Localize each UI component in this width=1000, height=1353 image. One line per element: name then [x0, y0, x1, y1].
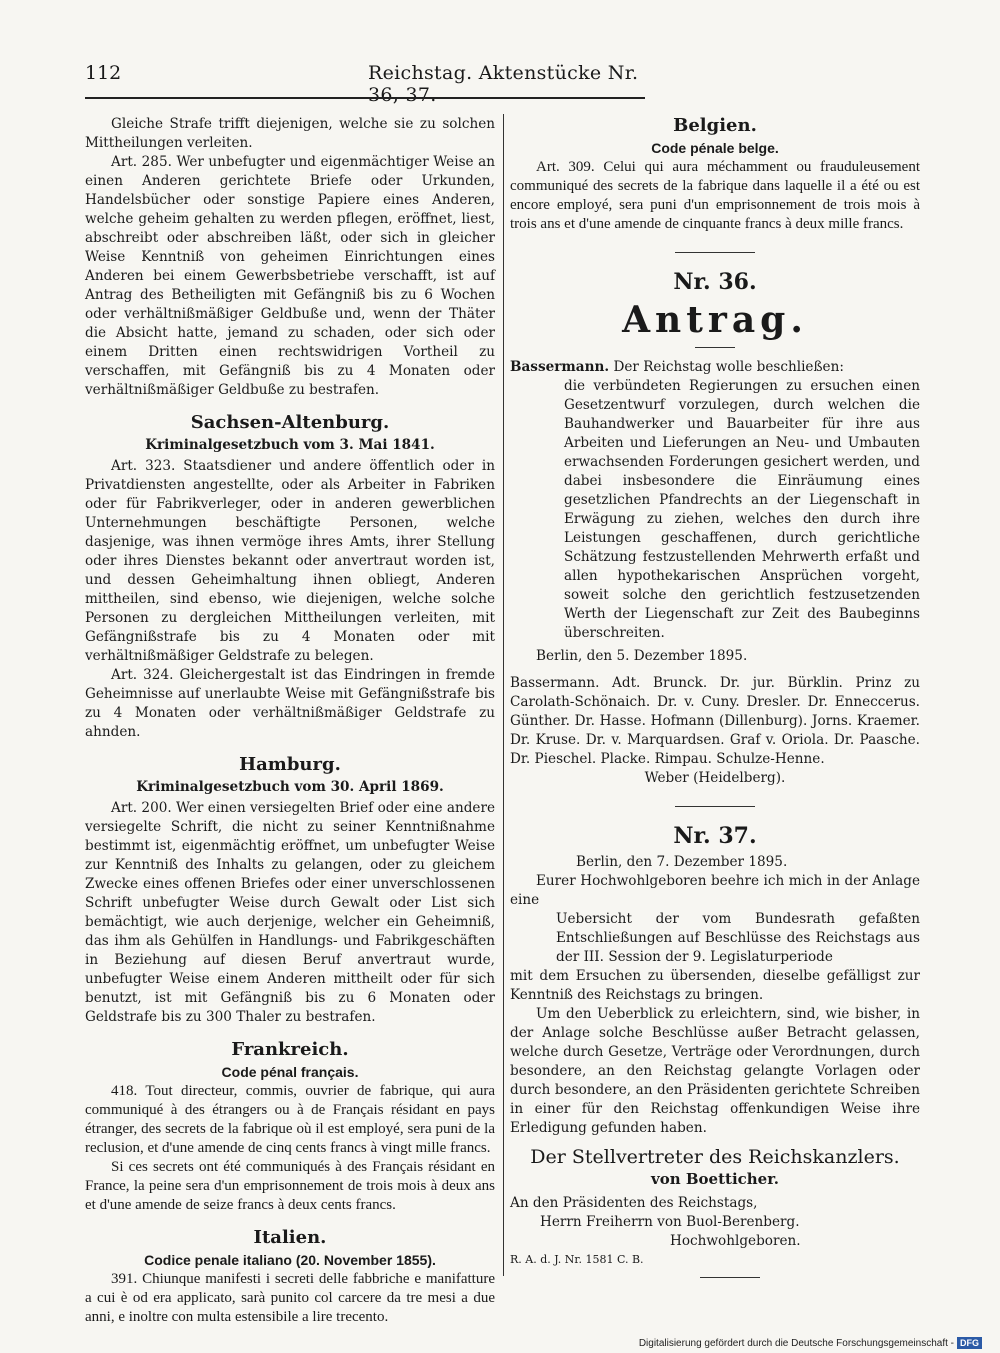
right-column	[510, 115, 920, 1278]
section-subheading: Code pénale belge.	[651, 140, 779, 156]
page-header	[85, 62, 645, 106]
motion-lead	[510, 358, 920, 377]
motion-author: Bassermann.	[510, 359, 610, 375]
motion-title: Antrag.	[622, 299, 808, 341]
address-line: Hochwohlgeboren.	[670, 1233, 801, 1249]
paragraph: Art. 323. Staatsdiener und andere öffentlich oder in Privatdiensten angestellte, oder als Arbeiter in Fabriken oder für Fabrikverleger, oder in anderen gewerblichen Unternehmungen beschäftigte Personen, welche dasjenige, was ihnen vermöge ihres Amts, ihrer Stellung oder ihres Dienstes bekannt oder anvertraut worden ist, und dessen Geheimhaltung ihnen obliegt, Anderen mittheilen, sind ebenso, wie diejenigen, welche solche Personen zu dergleichen Mittheilungen verleiten, mit Gefängnißstrafe bis zu 4 Monaten oder mit verhältnißmäßiger Geldstrafe zu belegen.	[85, 458, 495, 664]
motion-lead-text: Der Reichstag wolle beschließen:	[613, 359, 844, 375]
address-line: Herrn Freiherrn von Buol-Berenberg.	[540, 1214, 800, 1230]
letter-date: Berlin, den 7. Dezember 1895.	[576, 854, 788, 870]
paragraph: Art. 309. Celui qui aura méchamment ou frauduleusement communiqué des secrets de la fabrique dans laquelle il a été ou est encore employé, sera puni d'un emprisonnement de trois mois à trois ans et d'une amende de cinquante francs à deux mille francs.	[510, 159, 920, 232]
dfg-logo: DFG	[957, 1337, 982, 1349]
paragraph: Art. 200. Wer einen versiegelten Brief oder eine andere versiegelte Schrift, die nicht zu seiner Kenntnißnahme bestimmt ist, eigenmächtig eröffnet, um unbefugter Weise zur Kenntniß des Inhalts zu gelangen, oder zu gleichem Zwecke eines offenen Briefes oder einer unverschlossenen Schrift unbefugter Weise durch Gewalt oder List sich bemächtigt, wie auch derjenige, welcher ein Geheimniß, das ihm als Gehülfen in Handlungs- und Fabrikgeschäften in Beziehung auf diesen Beruf anvertraut wurde, unbefugter Weise einem Anderen mittheilt oder für sich benutzt, ist mit Gefängniß bis zu 6 Monaten oder Geldstrafe bis zu 300 Thaler zu bestrafen.	[85, 800, 495, 1025]
signatories-last: Weber (Heidelberg).	[644, 770, 786, 786]
motion-body: die verbündeten Regierungen zu ersuchen einen Gesetzentwurf vorzulegen, durch welchen die Bauhandwerker und Bauarbeiter für ihre aus Arbeiten und Lieferungen an Neu- und Umbauten erwachsenden Forderungen gesichert werden, und dabei insbesondere die Einräumung eines gesetzlichen Pfandrechts an der Liegenschaft in Erwägung zu ziehen, welches den durch ihre Leistungen geschaffenen, durch gerichtliche Schätzung festzustellenden Mehrwerth erfaßt und allen hypothekarischen Ansprüchen vorgeht, soweit solche den gerichtlich festzusetzenden Werth der Liegenschaft zur Zeit des Baubeginns überschreiten.	[564, 378, 920, 641]
digitization-footer	[639, 1337, 982, 1349]
reference-number: R. A. d. J. Nr. 1581 C. B.	[510, 1253, 644, 1266]
section-heading-frankreich: Frankreich.	[231, 1039, 349, 1060]
page-number: 112	[85, 62, 122, 84]
title-rule	[695, 347, 735, 348]
header-rule	[85, 97, 645, 99]
signature-name: von Boetticher.	[651, 1170, 779, 1188]
document-number-37: Nr. 37.	[673, 823, 757, 849]
letter-opening: Eurer Hochwohlgeboren beehre ich mich in der Anlage eine	[510, 873, 920, 908]
section-subheading: Code pénal français.	[221, 1064, 359, 1080]
section-heading-hamburg: Hamburg.	[239, 754, 341, 775]
paragraph: Gleiche Strafe trifft diejenigen, welche sie zu solchen Mittheilungen verleiten.	[85, 116, 495, 151]
section-rule	[675, 806, 755, 807]
paragraph: mit dem Ersuchen zu übersenden, dieselbe gefälligst zur Kenntniß des Reichstags zu bringen.	[510, 968, 920, 1003]
address-line: An den Präsidenten des Reichstags,	[510, 1195, 758, 1211]
paragraph: Art. 324. Gleichergestalt ist das Eindringen in fremde Geheimnisse auf unerlaubte Weise mit Gefängnißstrafe bis zu 4 Monaten oder verhältnißmäßiger Geldstrafe zu ahnden.	[85, 667, 495, 740]
column-divider	[503, 114, 504, 1276]
paragraph: 391. Chiunque manifesti i secreti delle fabbriche e manifatture a cui è od era applicato, sarà punito col carcere da tre mesi a due anni, e inoltre con multa estensibile a lire trecento.	[85, 1271, 495, 1325]
paragraph: Um den Ueberblick zu erleichtern, sind, wie bisher, in der Anlage solche Beschlüsse außer Betracht gelassen, welche durch Gesetze, Verträge oder Verordnungen, durch besondere, an den Reichstag gelangte Vorlagen oder durch besondere, an den Präsidenten gerichtete Schreiben in einer für den Reichstag offenkundigen Weise ihre Erledigung gefunden haben.	[510, 1006, 920, 1136]
section-heading-italien: Italien.	[253, 1227, 327, 1248]
motion-date: Berlin, den 5. Dezember 1895.	[536, 648, 748, 664]
paragraph: Si ces secrets ont été communiqués à des Français résidant en France, la peine sera d'un emprisonnement de trois mois à deux ans et d'une amende de seize francs à deux cents francs.	[85, 1159, 495, 1213]
closing-rule	[700, 1277, 760, 1278]
section-subheading: Codice penale italiano (20. November 1855).	[144, 1252, 436, 1268]
signatories: Bassermann. Adt. Brunck. Dr. jur. Bürklin. Prinz zu Carolath-Schönaich. Dr. v. Cuny. Dresler. Dr. Enneccerus. Günther. Dr. Hasse. Hofmann (Dillenburg). Jorns. Kraemer. Dr. Kruse. Dr. v. Marquardsen. Graf v. Oriola. Dr. Paasche. Dr. Pieschel. Placke. Rimpau. Schulze-Henne.	[510, 675, 920, 767]
section-heading-belgien: Belgien.	[673, 115, 757, 136]
left-column	[85, 115, 495, 1327]
signature-title: Der Stellvertreter des Reichskanzlers.	[530, 1146, 900, 1168]
footer-text: Digitalisierung gefördert durch die Deutsche Forschungsgemeinschaft -	[638, 1338, 954, 1349]
letter-enclosure-title: Uebersicht der vom Bundesrath gefaßten Entschließungen auf Beschlüsse des Reichstags aus der III. Session der 9. Legislaturperiode	[556, 911, 920, 965]
section-heading-sachsen-altenburg: Sachsen-Altenburg.	[190, 412, 390, 433]
section-subheading: Kriminalgesetzbuch vom 3. Mai 1841.	[145, 437, 435, 453]
section-subheading: Kriminalgesetzbuch vom 30. April 1869.	[136, 779, 444, 795]
document-number-36: Nr. 36.	[673, 269, 757, 295]
section-rule	[675, 252, 755, 253]
paragraph: Art. 285. Wer unbefugter und eigenmächtiger Weise an einen Anderen gerichtete Briefe oder Urkunden, Handelsbücher oder sonstige Papiere eines Anderen, welche geheim gehalten zu werden pflegen, eröffnet, liest, abschreibt oder abschreiben läßt, oder sich in gleicher Weise Kenntniß von geheimen Einrichtungen eines Anderen bei einem Gewerbsbetriebe verschafft, ist auf Antrag des Betheiligten mit Gefängniß bis zu 6 Wochen oder verhältnißmäßiger Geldbuße und, wenn der Thäter die Absicht hatte, jemand zu schaden, oder sich oder einem Dritten einen rechtswidrigen Vortheil zu verschaffen, mit Gefängniß bis zu 4 Monaten oder verhältnißmäßiger Geldbuße zu bestrafen.	[85, 154, 495, 398]
running-title: Reichstag. Aktenstücke Nr. 36, 37.	[368, 62, 639, 106]
paragraph: 418. Tout directeur, commis, ouvrier de fabrique, qui aura communiqué à des étrangers ou à de Français résidant en pays étranger, des secrets de la fabrique où il est employé, sera puni de la reclusion, et d'une amende de cinq cents francs à vingt mille francs.	[85, 1083, 495, 1156]
